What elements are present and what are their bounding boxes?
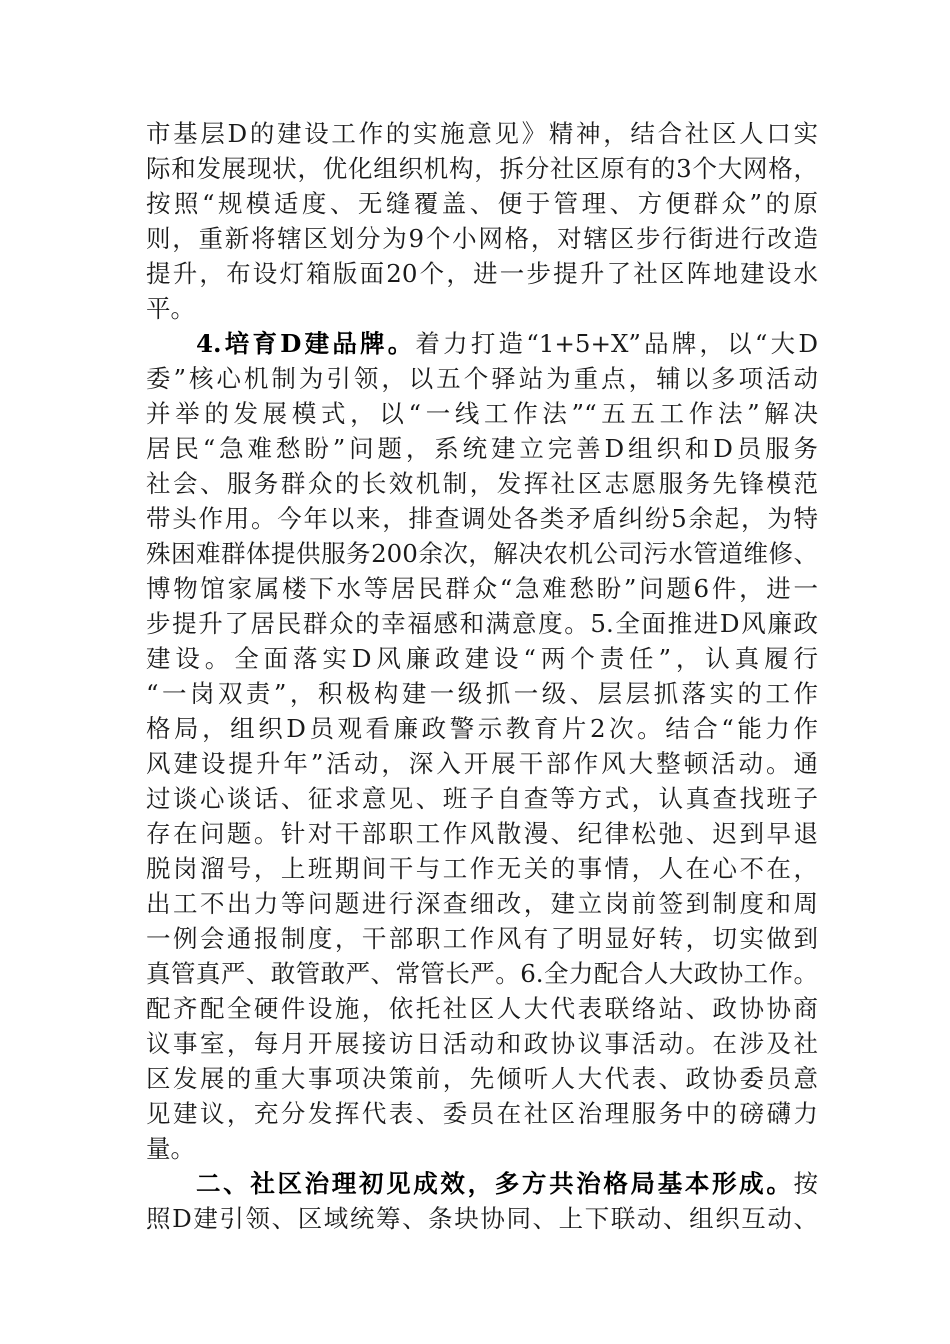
- text-line: 见建议，充分发挥代表、委员在社区治理服务中的磅礴力: [146, 1099, 818, 1128]
- text-line: 并举的发展模式，以“一线工作法”“五五工作法”解决: [146, 399, 818, 428]
- text-line: 按照“规模适度、无缝覆盖、便于管理、方便群众”的原: [146, 189, 818, 218]
- text-line: 格局，组织D员观看廉政警示教育片2次。结合“能力作: [146, 714, 818, 743]
- text-line: 一例会通报制度，干部职工作风有了明显好转，切实做到: [146, 924, 818, 953]
- text-line: 配齐配全硬件设施，依托社区人大代表联络站、政协协商: [146, 994, 818, 1023]
- text-line: 平。: [146, 294, 195, 323]
- text-line: 社会、服务群众的长效机制，发挥社区志愿服务先锋模范: [146, 469, 818, 498]
- text-line: 风建设提升年”活动，深入开展干部作风大整顿活动。通: [146, 749, 818, 778]
- text-line: 议事室，每月开展接访日活动和政协议事活动。在涉及社: [146, 1029, 818, 1058]
- text-line: 脱岗溜号，上班期间干与工作无关的事情，人在心不在，: [146, 854, 818, 883]
- text-line: “一岗双责”，积极构建一级抓一级、层层抓落实的工作: [146, 679, 818, 708]
- section-heading: 4.培育D建品牌。: [196, 329, 416, 358]
- text-line: 真管真严、敢管敢严、常管长严。6.全力配合人大政协工作。: [146, 959, 818, 988]
- text-line: 出工不出力等问题进行深查细改，建立岗前签到制度和周: [146, 889, 818, 918]
- text-line: 博物馆家属楼下水等居民群众“急难愁盼”问题6件，进一: [146, 574, 818, 603]
- text-run: 着力打造“1+5+X”品牌，以“大D: [415, 329, 818, 358]
- text-line: 过谈心谈话、征求意见、班子自查等方式，认真查找班子: [146, 784, 818, 813]
- section-heading-line: [146, 326, 818, 361]
- text-line: 际和发展现状，优化组织机构，拆分社区原有的3个大网格，: [146, 154, 818, 183]
- text-line: 步提升了居民群众的幸福感和满意度。5.全面推进D风廉政: [146, 609, 818, 638]
- text-line: 带头作用。今年以来，排查调处各类矛盾纠纷5余起，为特: [146, 504, 818, 533]
- section-heading: 二、社区治理初见成效，多方共治格局基本形成。: [196, 1169, 794, 1198]
- text-line: 照D建引领、区域统筹、条块协同、上下联动、组织互动、: [146, 1204, 818, 1233]
- text-line: 市基层D的建设工作的实施意见》精神，结合社区人口实: [146, 119, 818, 148]
- text-line: 提升，布设灯箱版面20个，进一步提升了社区阵地建设水: [146, 259, 818, 288]
- text-line: 则，重新将辖区划分为9个小网格，对辖区步行街进行改造: [146, 224, 818, 253]
- text-line: 居民“急难愁盼”问题，系统建立完善D组织和D员服务: [146, 434, 818, 463]
- text-run: 按: [793, 1169, 818, 1198]
- section-heading-line: [146, 1166, 818, 1201]
- document-body: [146, 116, 818, 1236]
- text-line: 建设。全面落实D风廉政建设“两个责任”，认真履行: [146, 644, 818, 673]
- text-line: 殊困难群体提供服务200余次，解决农机公司污水管道维修、: [146, 539, 818, 568]
- text-line: 存在问题。针对干部职工作风散漫、纪律松弛、迟到早退: [146, 819, 818, 848]
- text-line: 量。: [146, 1134, 195, 1163]
- text-line: 委”核心机制为引领，以五个驿站为重点，辅以多项活动: [146, 364, 818, 393]
- text-line: 区发展的重大事项决策前，先倾听人大代表、政协委员意: [146, 1064, 818, 1093]
